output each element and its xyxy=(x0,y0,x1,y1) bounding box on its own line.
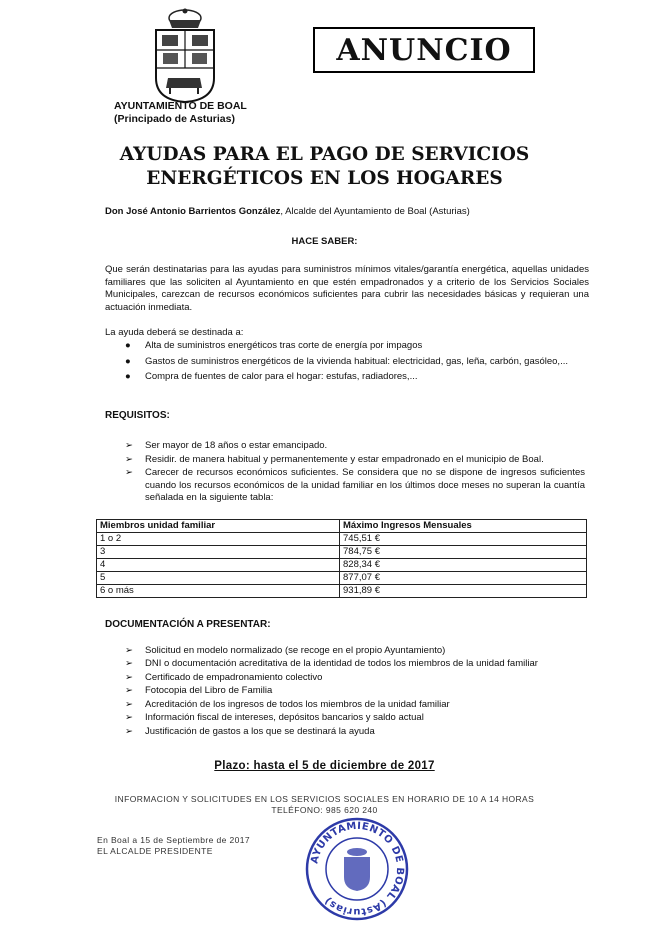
contact-info xyxy=(0,794,649,816)
mayor-line xyxy=(105,206,470,217)
info-line-1: INFORMACION Y SOLICITUDES EN LOS SERVICIOS SOCIALES EN HORARIO DE 10 A 14 HORAS xyxy=(114,794,535,804)
header-max-income: Máximo Ingresos Mensuales xyxy=(340,520,587,533)
list-item xyxy=(125,685,585,697)
income-cell: 745,51 € xyxy=(340,533,587,546)
document-text: DNI o documentación acreditativa de la identidad de todos los miembros de la unidad familiar xyxy=(145,658,538,670)
mayor-name: Don José Antonio Barrientos González xyxy=(105,206,281,217)
arrow-bullet-icon: ➢ xyxy=(125,453,133,465)
list-item xyxy=(125,454,585,467)
svg-text:AYUNTAMIENTO DE BOAL (Asturias: AYUNTAMIENTO DE BOAL (Asturias) xyxy=(309,820,406,918)
documentacion-list xyxy=(125,645,585,739)
header-members: Miembros unidad familiar xyxy=(97,520,340,533)
income-table xyxy=(96,519,587,598)
list-item xyxy=(125,712,585,724)
list-item xyxy=(125,371,585,384)
list-item xyxy=(125,467,585,505)
documentacion-heading: DOCUMENTACIÓN A PRESENTAR: xyxy=(105,619,271,630)
members-cell: 1 o 2 xyxy=(97,533,340,546)
arrow-bullet-icon: ➢ xyxy=(125,712,133,724)
document-text: Certificado de empadronamiento colectivo xyxy=(145,671,323,683)
arrow-bullet-icon: ➢ xyxy=(125,658,133,670)
members-cell: 5 xyxy=(97,572,340,585)
members-cell: 4 xyxy=(97,559,340,572)
place-date: En Boal a 15 de Septiembre de 2017 xyxy=(97,835,251,845)
table-header-row xyxy=(97,520,587,533)
coat-of-arms-icon xyxy=(150,8,220,104)
list-item xyxy=(125,672,585,684)
title-line-2: ENERGÉTICOS EN LOS HOGARES xyxy=(146,168,503,189)
list-item xyxy=(125,699,585,711)
info-phone: TELÉFONO: 985 620 240 xyxy=(271,805,378,815)
document-text: Solicitud en modelo normalizado (se recoge en el propio Ayuntamiento) xyxy=(145,645,446,656)
requisito-text: Carecer de recursos económicos suficientes. Se considera que no se dispone de ingresos suficientes cuando los recursos económicos de la unidad familiar en los últimos doce meses no superan la cuantía señalada en la siguiente tabla: xyxy=(145,467,585,503)
requisitos-heading: REQUISITOS: xyxy=(105,410,170,421)
table-row xyxy=(97,546,587,559)
list-item xyxy=(125,356,585,369)
members-cell: 3 xyxy=(97,546,340,559)
ayuda-list xyxy=(125,340,585,387)
anuncio-banner xyxy=(313,27,535,73)
bullet-icon: ● xyxy=(125,340,131,351)
page-title xyxy=(0,143,649,191)
ayuda-intro: La ayuda deberá se destinada a: xyxy=(105,327,244,338)
hace-saber-heading: HACE SABER: xyxy=(291,236,358,247)
table-row xyxy=(97,572,587,585)
mayor-role: , Alcalde del Ayuntamiento de Boal (Asturias) xyxy=(280,206,470,217)
ayuda-item-text: Alta de suministros energéticos tras corte de energía por impagos xyxy=(145,340,423,351)
arrow-bullet-icon: ➢ xyxy=(125,467,133,478)
deadline-notice: Plazo: hasta el 5 de diciembre de 2017 xyxy=(214,760,435,772)
list-item xyxy=(125,340,585,353)
income-cell: 877,07 € xyxy=(340,572,587,585)
document-text: Fotocopia del Libro de Familia xyxy=(145,685,273,697)
members-cell: 6 o más xyxy=(97,585,340,598)
table-row xyxy=(97,559,587,572)
bullet-icon: ● xyxy=(125,371,131,382)
arrow-bullet-icon: ➢ xyxy=(125,645,133,656)
ayuda-item-text: Compra de fuentes de calor para el hogar: estufas, radiadores,... xyxy=(145,371,418,382)
list-item xyxy=(125,658,585,670)
intro-paragraph: Que serán destinatarias para las ayudas para suministros mínimos vitales/garantía energética, aquellas unidades familiares que las soliciten al Ayuntamiento en que estén empadronados y a criterio de los Servicios Sociales Municipales, carezcan de recursos económicos suficientes para cubrir las necesidades básicas y requieran una actuación inmediata. xyxy=(105,264,589,313)
official-stamp-icon xyxy=(304,815,410,923)
signer-role: EL ALCALDE PRESIDENTE xyxy=(97,846,213,856)
table-row xyxy=(97,585,587,598)
organization-block xyxy=(114,100,247,126)
title-line-1: AYUDAS PARA EL PAGO DE SERVICIOS xyxy=(119,144,530,165)
arrow-bullet-icon: ➢ xyxy=(125,685,133,697)
requisitos-list xyxy=(125,440,585,506)
document-text: Acreditación de los ingresos de todos los miembros de la unidad familiar xyxy=(145,698,450,710)
signature-block xyxy=(97,835,250,857)
arrow-bullet-icon: ➢ xyxy=(125,671,133,683)
list-item xyxy=(125,440,585,453)
list-item xyxy=(125,726,585,738)
org-region: (Principado de Asturias) xyxy=(114,113,235,125)
bullet-icon: ● xyxy=(125,355,131,367)
org-name: AYUNTAMIENTO DE BOAL xyxy=(114,100,247,112)
income-cell: 828,34 € xyxy=(340,559,587,572)
list-item xyxy=(125,645,585,657)
requisito-text: Ser mayor de 18 años o estar emancipado. xyxy=(145,440,328,451)
document-text: Información fiscal de intereses, depósitos bancarios y saldo actual xyxy=(145,712,424,724)
anuncio-label: ANUNCIO xyxy=(336,32,512,68)
ayuda-item-text: Gastos de suministros energéticos de la vivienda habitual: electricidad, gas, leña, carbón, gasóleo,... xyxy=(145,355,568,367)
arrow-bullet-icon: ➢ xyxy=(125,698,133,710)
arrow-bullet-icon: ➢ xyxy=(125,725,133,737)
table-row xyxy=(97,533,587,546)
arrow-bullet-icon: ➢ xyxy=(125,440,133,451)
income-cell: 931,89 € xyxy=(340,585,587,598)
document-text: Justificación de gastos a los que se destinará la ayuda xyxy=(145,725,375,737)
income-cell: 784,75 € xyxy=(340,546,587,559)
requisito-text: Residir. de manera habitual y permanentemente y estar empadronado en el municipio de Boal. xyxy=(145,453,544,465)
